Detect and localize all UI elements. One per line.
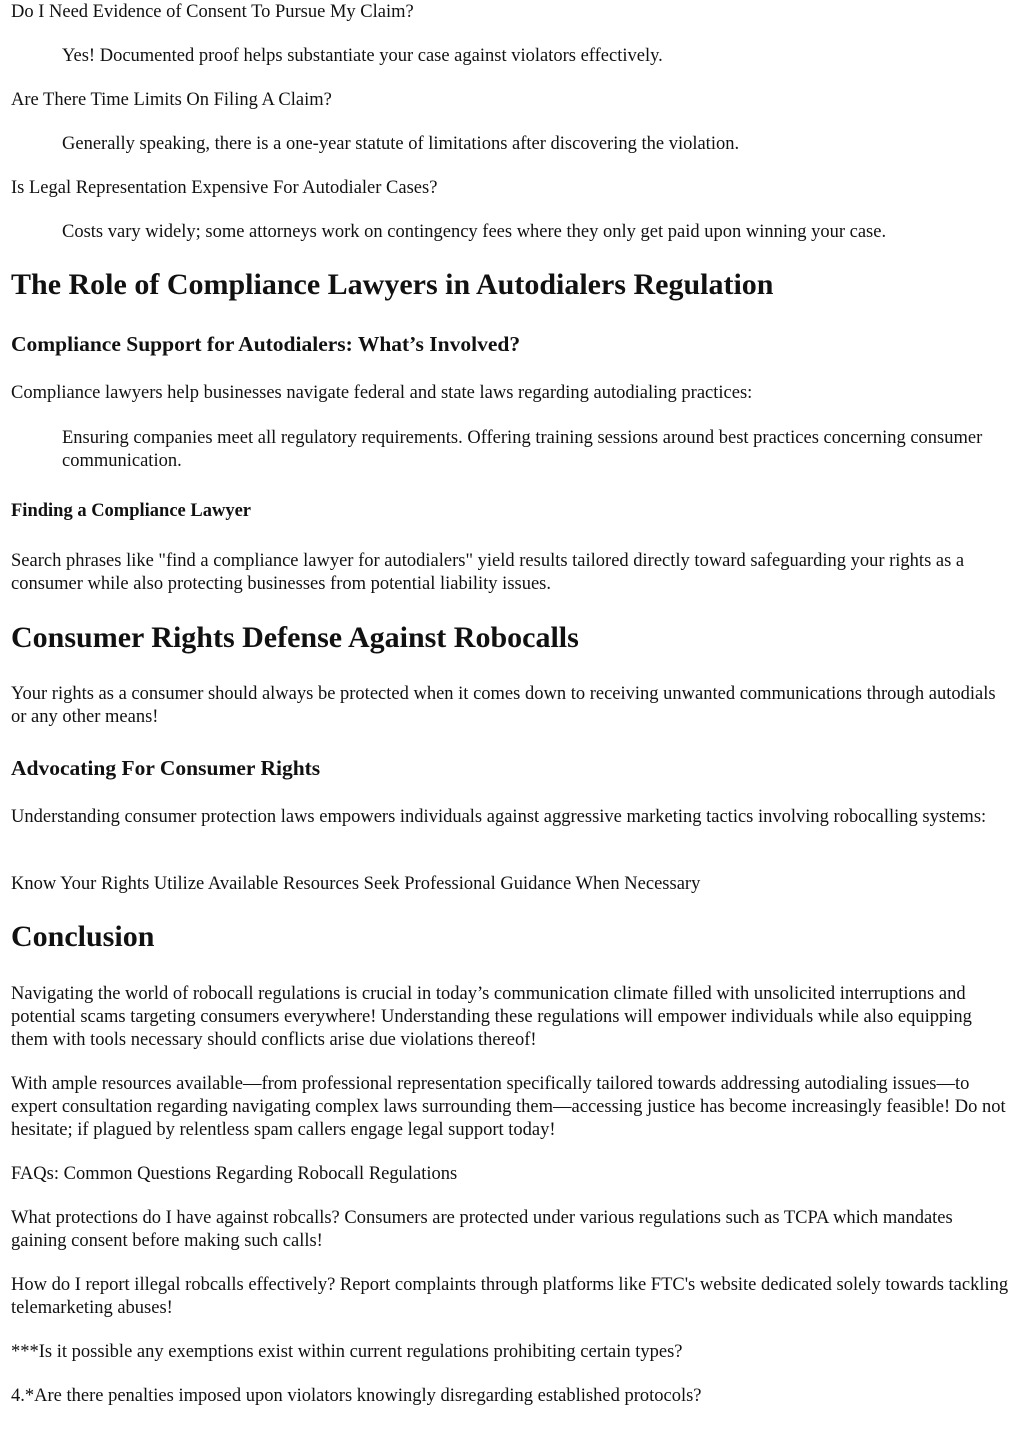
faq-question: Do I Need Evidence of Consent To Pursue My Claim? [11, 2, 414, 22]
faq-question: Is Legal Representation Expensive For Autodialer Cases? [11, 178, 438, 198]
consumer-intro: Your rights as a consumer should always be protected when it comes down to receiving unwanted communications through autodials or any other means! [11, 684, 996, 727]
consumer-heading: Consumer Rights Defense Against Robocalls [11, 621, 579, 654]
faq-item: ***Is it possible any exemptions exist within current regulations prohibiting certain types? [11, 1342, 683, 1362]
compliance-heading: The Role of Compliance Lawyers in Autodialers Regulation [11, 268, 774, 301]
rights-list: Know Your Rights Utilize Available Resources Seek Professional Guidance When Necessary [11, 874, 701, 894]
compliance-list: Ensuring companies meet all regulatory requirements. Offering training sessions around best practices concerning consumer communication. [62, 428, 983, 471]
advocating-text: Understanding consumer protection laws empowers individuals against aggressive marketing tactics involving robocalling systems: [11, 807, 987, 827]
conclusion-heading: Conclusion [11, 920, 155, 953]
faq-answer: Yes! Documented proof helps substantiate your case against violators effectively. [62, 46, 663, 66]
faqs-title: FAQs: Common Questions Regarding Robocall Regulations [11, 1164, 458, 1184]
conclusion-paragraph: With ample resources available—from professional representation specifically tailored towards addressing autodialing issues—to expert consultation regarding navigating complex laws surrounding them—accessing justice has become increasingly feasible! Do not hesitate; if plagued by relentless spam callers engage legal support today! [11, 1074, 1006, 1140]
finding-text: Search phrases like "find a compliance lawyer for autodialers" yield results tailored directly toward safeguarding your rights as a consumer while also protecting businesses from potential liability issues. [11, 551, 965, 594]
faq-question: Are There Time Limits On Filing A Claim? [11, 90, 332, 110]
compliance-intro: Compliance lawyers help businesses navigate federal and state laws regarding autodialing practices: [11, 383, 753, 403]
faq-answer: Costs vary widely; some attorneys work on contingency fees where they only get paid upon winning your case. [62, 222, 887, 242]
conclusion-paragraph: Navigating the world of robocall regulations is crucial in today’s communication climate filled with unsolicited interruptions and potential scams targeting consumers everywhere! Understanding these regulations will empower individuals while also equipping them with tools necessary should conflicts arise due violations thereof! [11, 984, 972, 1050]
faq-answer: Generally speaking, there is a one-year statute of limitations after discovering the violation. [62, 134, 740, 154]
faq-item: What protections do I have against robcalls? Consumers are protected under various regulations such as TCPA which mandates gaining consent before making such calls! [11, 1208, 953, 1251]
compliance-subheading: Compliance Support for Autodialers: What’s Involved? [11, 332, 521, 356]
finding-heading: Finding a Compliance Lawyer [11, 501, 251, 521]
faq-item: 4.*Are there penalties imposed upon violators knowingly disregarding established protocols? [11, 1386, 702, 1406]
advocating-heading: Advocating For Consumer Rights [11, 756, 321, 780]
faq-item: How do I report illegal robcalls effectively? Report complaints through platforms like FTC's website dedicated solely towards tackling telemarketing abuses! [11, 1275, 1009, 1318]
